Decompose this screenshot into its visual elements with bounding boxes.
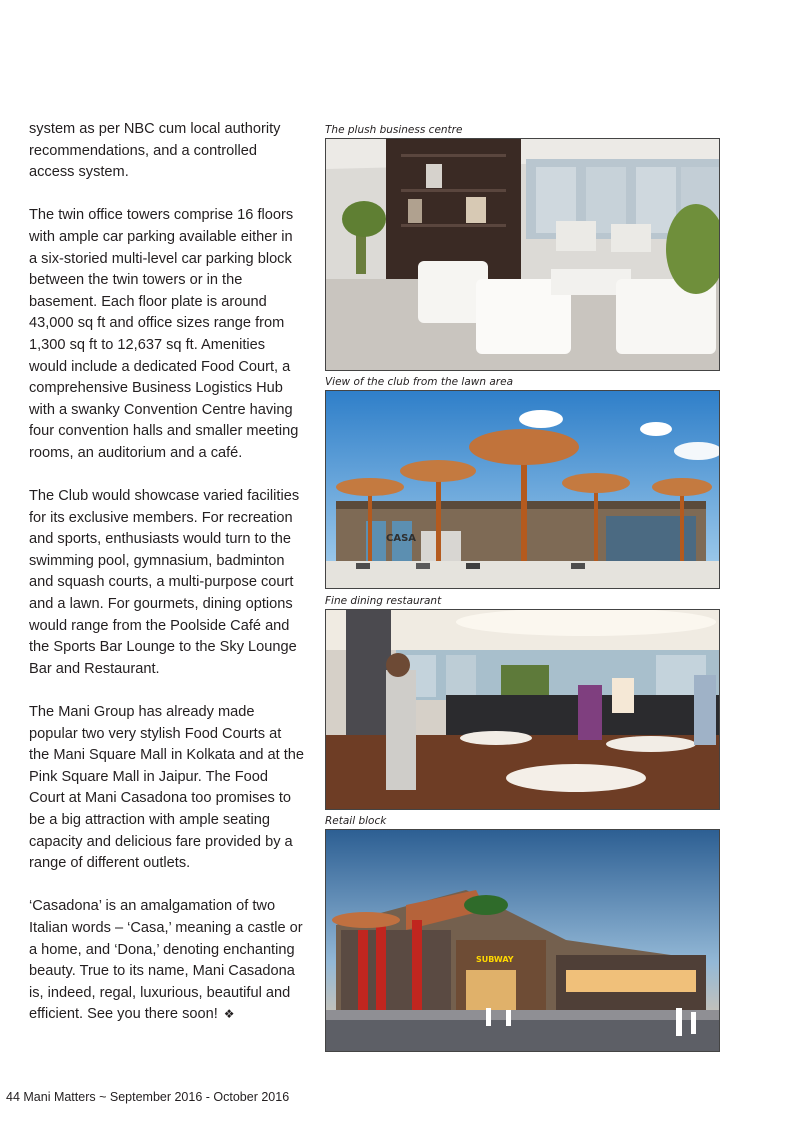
caption-retail: Retail block [325, 815, 387, 827]
club-sign: CASA [386, 533, 417, 544]
article-paragraph: The twin office towers comprise 16 floors with ample car parking available either in a six-storied multi-level car parking block between the twin towers or in the basement. Each floor plate is around 43,000 sq ft and office sizes range from 1,300 sq ft to 12,637 sq ft. Amenities would include a dedicated Food Court, a comprehensive Business Logistics Hub with a swanky Convention Centre having four convention halls and smaller meeting rooms, an auditorium and a café. [29, 207, 299, 461]
article-paragraph: The Mani Group has already made popular two very stylish Food Courts at the Mani Square Mall in Kolkata and at the Pink Square Mall in Jaipur. The Food Court at Mani Casadona too promises to be a big attraction with ample seating capacity and delicious fare provided by a range of different outlets. [29, 704, 305, 872]
article-paragraph: The Club would showcase varied facilities for its exclusive members. For recreation and sports, enthusiasts would turn to the swimming pool, gymnasium, badminton and squash courts, a multi-purpose court and a lawn. For gourmets, dining options would range from the Poolside Café and the Sports Bar Lounge to the Sky Lounge Bar and Restaurant. [29, 488, 300, 677]
caption-business-centre: The plush business centre [325, 124, 463, 136]
article-paragraph: system as per NBC cum local authority recommendations, and a controlled access system. [29, 121, 281, 181]
photo-retail [325, 829, 720, 1052]
article-paragraph [29, 896, 304, 1026]
photo-club [325, 390, 720, 589]
caption-restaurant: Fine dining restaurant [325, 595, 442, 607]
end-ornament-icon: ❖ [223, 1007, 235, 1022]
photo-restaurant [325, 609, 720, 810]
retail-sign: SUBWAY [476, 955, 514, 964]
caption-club: View of the club from the lawn area [325, 376, 514, 388]
photo-business-centre [325, 138, 720, 371]
article-paragraph-text: ‘Casadona’ is an amalgamation of two Italian words – ‘Casa,’ meaning a castle or a home, and ‘Dona,’ denoting enchanting beauty. True to its name, Mani Casadona is, indeed, regal, luxurious, beautiful and efficient. See you there soon! [29, 898, 303, 1023]
article-body [29, 119, 304, 1048]
page-footer: 44 Mani Matters ~ September 2016 - October 2016 [6, 1090, 290, 1104]
